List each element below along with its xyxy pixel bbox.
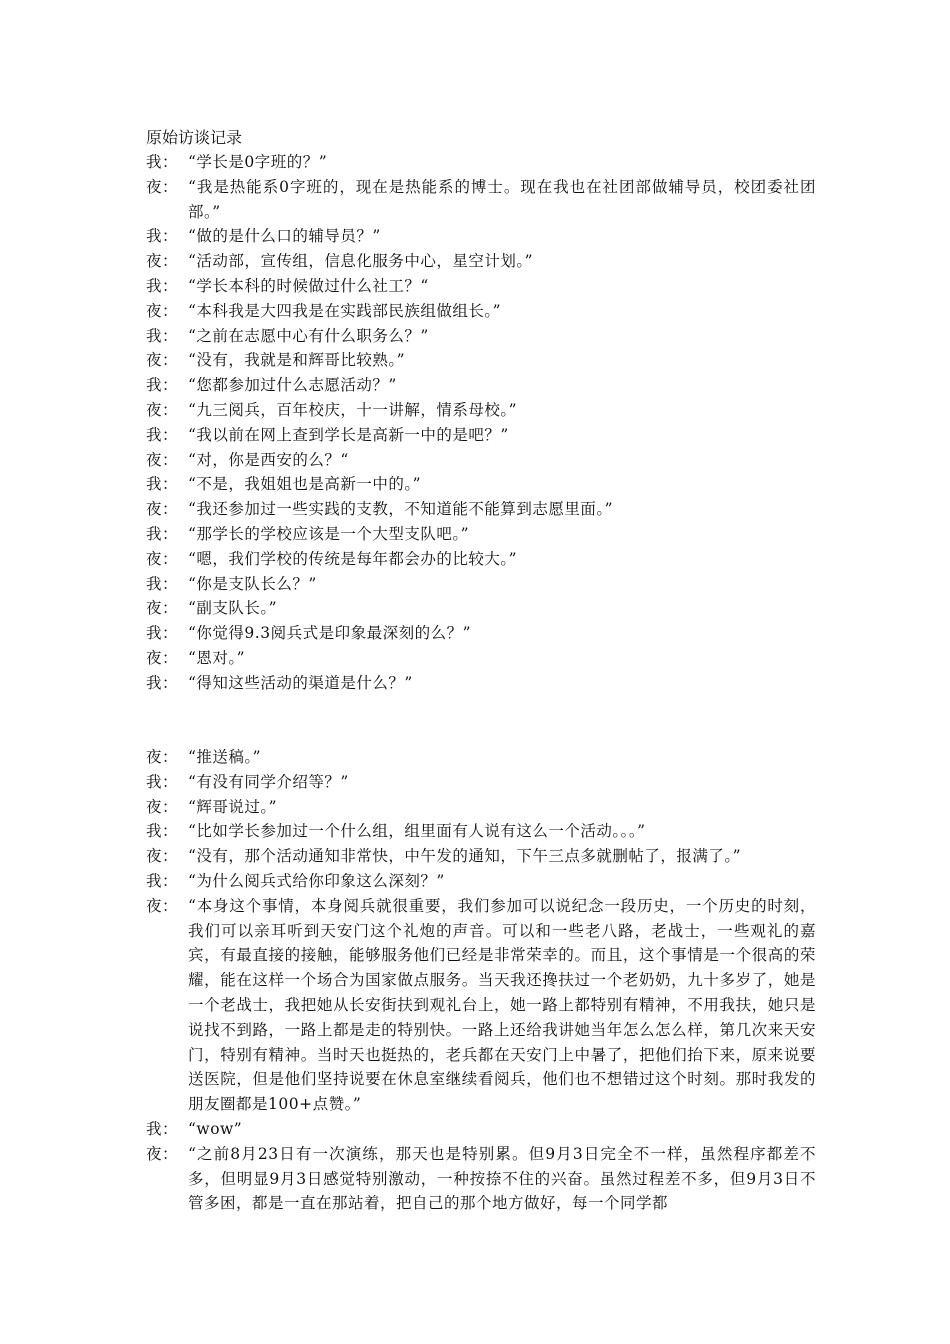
dialogue-line [146, 398, 816, 423]
utterance-text: “做的是什么口的辅导员？” [188, 227, 381, 246]
utterance-text: “副支队长。” [188, 599, 278, 618]
dialogue-line [146, 819, 816, 844]
dialogue-line [146, 348, 816, 373]
speaker-label: 我： [146, 574, 179, 593]
utterance-text: “你是支队长么？” [188, 574, 317, 593]
dialogue-line [146, 572, 816, 597]
utterance-text: “本科我是大四我是在实践部民族组做组长。” [188, 301, 502, 320]
utterance-text: “我是热能系0字班的，现在是热能系的博士。现在我也在社团部做辅导员，校团委社团部。” [188, 177, 816, 221]
speaker-label: 我： [146, 276, 179, 295]
speaker-label: 夜： [146, 301, 179, 320]
dialogue-line [146, 373, 816, 398]
dialogue-line [146, 448, 816, 473]
dialogue-line [146, 472, 816, 497]
utterance-text: “不是，我姐姐也是高新一中的。” [188, 475, 422, 494]
utterance-text: “辉哥说过。” [188, 797, 278, 816]
speaker-label: 夜： [146, 847, 179, 866]
dialogue-line [146, 150, 816, 175]
utterance-text: “wow” [188, 1119, 243, 1138]
utterance-text: “恩对。” [188, 648, 246, 667]
speaker-label: 我： [146, 772, 179, 791]
utterance-text: “有没有同学介绍等？” [188, 772, 349, 791]
dialogue-line [146, 274, 816, 299]
utterance-text: “对，你是西安的么？“ [188, 450, 349, 469]
dialogue-line [146, 324, 816, 349]
dialogue-line [146, 1142, 816, 1216]
speaker-label: 夜： [146, 549, 179, 568]
dialogue-line [146, 869, 816, 894]
dialogue-line [146, 249, 816, 274]
speaker-label: 我： [146, 475, 179, 494]
speaker-label: 夜： [146, 400, 179, 419]
dialogue-line [146, 844, 816, 869]
document-title: 原始访谈记录 [146, 128, 243, 147]
speaker-label: 夜： [146, 648, 179, 667]
dialogue-line [146, 646, 816, 671]
utterance-text: “学长是0字班的？” [188, 153, 328, 171]
utterance-text: “那学长的学校应该是一个大型支队吧。” [188, 524, 470, 543]
utterance-text: “学长本科的时候做过什么社工？“ [188, 276, 429, 295]
utterance-text: “活动部，宣传组，信息化服务中心，星空计划。” [188, 252, 534, 271]
utterance-text: “九三阅兵，百年校庆，十一讲解，情系母校。” [188, 400, 518, 419]
speaker-label: 我： [146, 227, 179, 246]
speaker-label: 我： [146, 822, 179, 841]
dialogue-line [146, 770, 816, 795]
utterance-text: “没有，那个活动通知非常快，中午发的通知，下午三点多就删帖了，报满了。” [188, 847, 742, 866]
utterance-text: “我以前在网上查到学长是高新一中的是吧？” [188, 425, 509, 444]
speaker-label: 夜： [146, 252, 179, 271]
speaker-label: 夜： [146, 896, 179, 915]
utterance-text: “您都参加过什么志愿活动？” [188, 376, 397, 395]
utterance-text: “为什么阅兵式给你印象这么深刻？” [188, 871, 445, 890]
dialogue-line [146, 175, 816, 225]
utterance-text: “之前在志愿中心有什么职务么？” [188, 326, 429, 345]
dialogue-line [146, 224, 816, 249]
speaker-label: 我： [146, 1119, 179, 1138]
utterance-text: “你觉得9.3阅兵式是印象最深刻的么？” [188, 624, 471, 643]
utterance-text: “比如学长参加过一个什么组，组里面有人说有这么一个活动。。。” [188, 822, 646, 841]
speaker-label: 我： [146, 624, 179, 643]
speaker-label: 我： [146, 524, 179, 543]
utterance-text: “之前8月23日有一次演练，那天也是特别累。但9月3日完全不一样，虽然程序都差不多，但明显9月3日感觉特别激动，一种按捺不住的兴奋。虽然过程差不多，但9月3日不管多困，都是一直在那站着，把自己的那个地方做好，每一个同学都 [188, 1144, 816, 1213]
dialogue-line [146, 497, 816, 522]
speaker-label: 我： [146, 376, 179, 395]
speaker-label: 我： [146, 425, 179, 444]
utterance-text: “本身这个事情，本身阅兵就很重要，我们参加可以说纪念一段历史，一个历史的时刻，我们可以亲耳听到天安门这个礼炮的声音。可以和一些老八路，老战士，一些观礼的嘉宾，有最直接的接触，能够服务他们已经是非常荣幸的。而且，这个事情是一个很高的荣耀，能在这样一个场合为国家做点服务。当天我还搀扶过一个老奶奶，九十多岁了，她是一个老战士，我把她从长安街扶到观礼台上，她一路上都特别有精神，不用我扶，她只是说找不到路，一路上都是走的特别快。一路上还给我讲她当年怎么怎么样，第几次来天安门，特别有精神。当时天也挺热的，老兵都在天安门上中暑了，把他们抬下来，原来说要送医院，但是他们坚持说要在休息室继续看阅兵，他们也不想错过这个时刻。那时我发的朋友圈都是100+点赞。” [188, 896, 816, 1114]
speaker-label: 夜： [146, 351, 179, 370]
speaker-label: 我： [146, 871, 179, 890]
utterance-text: “嗯，我们学校的传统是每年都会办的比较大。” [188, 549, 518, 568]
dialogue-line [146, 522, 816, 547]
utterance-text: “得知这些活动的渠道是什么？” [188, 673, 413, 692]
dialogue-line [146, 795, 816, 820]
speaker-label: 我： [146, 673, 179, 692]
speaker-label: 夜： [146, 450, 179, 469]
dialogue-line [146, 671, 816, 696]
speaker-label: 夜： [146, 500, 179, 519]
utterance-text: “我还参加过一些实践的支教，不知道能不能算到志愿里面。” [188, 500, 614, 519]
dialogue-line [146, 547, 816, 572]
speaker-label: 夜： [146, 177, 179, 196]
speaker-label: 我： [146, 326, 179, 345]
utterance-text: “推送稿。” [188, 748, 262, 766]
dialogue-line [146, 1117, 816, 1142]
dialogue-line [146, 894, 816, 1117]
dialogue-line [146, 745, 816, 770]
dialogue-line [146, 299, 816, 324]
speaker-label: 夜： [146, 1144, 179, 1163]
speaker-label: 夜： [146, 599, 179, 618]
speaker-label: 夜： [146, 797, 179, 816]
interview-part-2 [146, 745, 816, 1216]
utterance-text: “没有，我就是和辉哥比较熟。” [188, 351, 406, 370]
interview-part-1 [146, 150, 816, 696]
dialogue-line [146, 596, 816, 621]
speaker-label: 我： [146, 153, 179, 171]
dialogue-line [146, 423, 816, 448]
dialogue-line [146, 621, 816, 646]
speaker-label: 夜： [146, 748, 179, 766]
